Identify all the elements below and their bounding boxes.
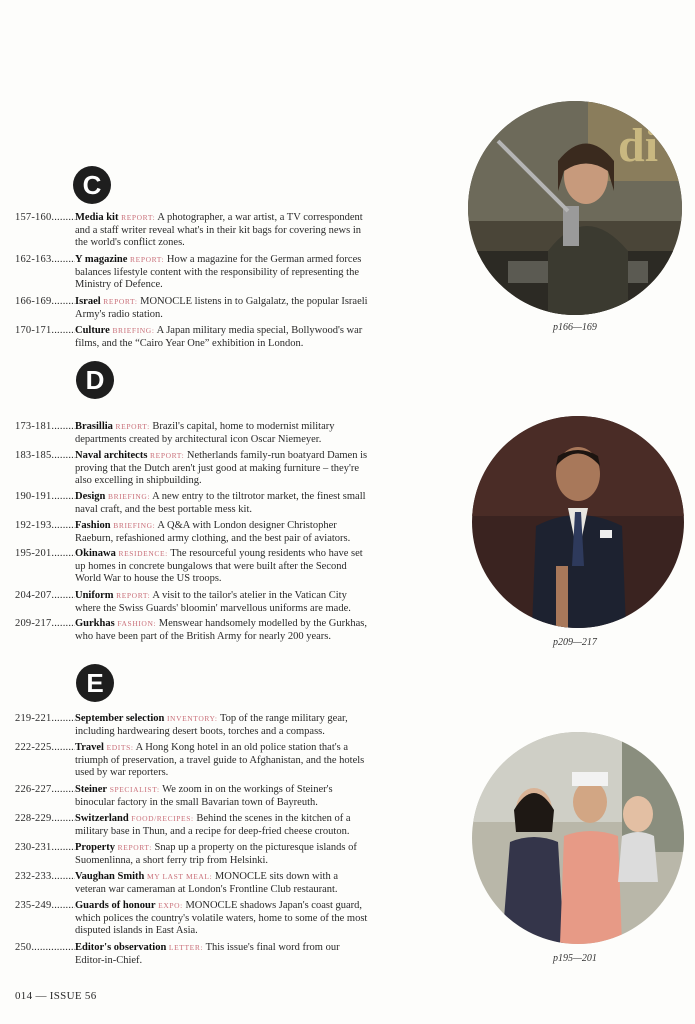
toc-entry[interactable] xyxy=(15,842,370,867)
entry-pages: 157-160 ..... xyxy=(15,212,75,225)
entry-title: Property xyxy=(75,842,116,853)
entry-kicker: REPORT: xyxy=(117,843,152,852)
svg-text:di: di xyxy=(618,119,659,172)
entry-pages: 190-191 ..... xyxy=(15,491,75,504)
entry-text: Menswear handsomely modelled by the Gurkhas, who have been part of the British Army for nearly 200 years. xyxy=(75,618,367,642)
toc-entry[interactable] xyxy=(15,325,370,350)
toc-entry[interactable] xyxy=(15,813,370,838)
entry-kicker: REPORT: xyxy=(121,213,156,222)
entry-pages: 173-181 ..... xyxy=(15,421,75,434)
toc-entry[interactable] xyxy=(15,520,370,545)
toc-entry[interactable] xyxy=(15,491,370,516)
toc-entry[interactable] xyxy=(15,871,370,896)
entry-kicker: REPORT: xyxy=(116,591,151,600)
section-letter-c: C xyxy=(73,166,111,204)
entry-kicker: REPORT: xyxy=(130,255,165,264)
entry-text: A new entry to the tiltrotor market, the finest small naval craft, and the best portable mess kit. xyxy=(75,491,366,515)
entry-kicker: BRIEFING: xyxy=(112,326,155,335)
entry-kicker: FOOD/RECIPES: xyxy=(131,814,194,823)
entry-kicker: RESIDENCE: xyxy=(118,549,168,558)
entry-kicker: INVENTORY: xyxy=(166,714,218,723)
toc-entry[interactable] xyxy=(15,421,370,446)
entry-title: Gurkhas xyxy=(75,618,115,629)
entry-title: Y magazine xyxy=(75,254,128,265)
entry-text: A Japan military media special, Bollywood's war films, and the “Cairo Year One” exhibition in London. xyxy=(75,325,363,349)
entry-kicker: SPECIALIST: xyxy=(109,785,160,794)
entry-title: Naval architects xyxy=(75,450,148,461)
entry-kicker: REPORT: xyxy=(103,297,138,306)
entry-title: Travel xyxy=(75,742,104,753)
entry-text: A Hong Kong hotel in an old police station that's a triumph of preservation, a travel guide to Afghanistan, and the hotels used by war reporters. xyxy=(75,742,365,779)
entry-kicker: MY LAST MEAL: xyxy=(146,872,213,881)
entry-title: Okinawa xyxy=(75,548,116,559)
entry-pages: 226-227 ..... xyxy=(15,784,75,797)
page-footer: 014 — ISSUE 56 xyxy=(15,990,97,1002)
toc-entry[interactable] xyxy=(15,296,370,321)
entry-text: MONOCLE sits down with a veteran war cameraman at London's Frontline Club restaurant. xyxy=(75,871,339,895)
section-letter-d: D xyxy=(76,361,114,399)
toc-entry[interactable] xyxy=(15,590,370,615)
entry-pages: 166-169 ..... xyxy=(15,296,75,309)
entry-pages: 230-231 ..... xyxy=(15,842,75,855)
entry-kicker: EDITS: xyxy=(106,743,134,752)
entry-text: MONOCLE shadows Japan's coast guard, which polices the country's volatile waters, home to some of the most disputed islands in East Asia. xyxy=(75,900,368,937)
entry-title: Vaughan Smith xyxy=(75,871,145,882)
entry-pages: 228-229 ..... xyxy=(15,813,75,826)
entry-text: Brazil's capital, home to modernist military departments created by architectural icon Oscar Niemeyer. xyxy=(75,421,335,445)
entry-pages: 222-225 ..... xyxy=(15,742,75,755)
entry-title: Steiner xyxy=(75,784,108,795)
photo-man-in-suit xyxy=(472,416,684,628)
entry-pages: 232-233 ..... xyxy=(15,871,75,884)
entry-title: Culture xyxy=(75,325,110,336)
photo-family xyxy=(472,732,684,944)
entry-text: The resourceful young residents who have set up homes in concrete bungalows that were built after the Second World War to house the US troops. xyxy=(75,548,363,585)
entry-title: Fashion xyxy=(75,520,111,531)
entry-text: Behind the scenes in the kitchen of a military base in Thun, and a recipe for deep-fried cheese crouton. xyxy=(75,813,351,837)
entry-kicker: EXPO: xyxy=(158,901,183,910)
toc-entry[interactable] xyxy=(15,713,370,738)
photo-caption: p195—201 xyxy=(553,953,597,964)
entry-text: Snap up a property on the picturesque islands of Suomenlinna, a short ferry trip from Helsinki. xyxy=(75,842,357,866)
entry-text: MONOCLE listens in to Galgalatz, the popular Israeli Army's radio station. xyxy=(75,296,368,320)
entry-title: Israel xyxy=(75,296,101,307)
photo-radio-studio xyxy=(468,101,682,315)
toc-entry[interactable] xyxy=(15,450,370,488)
toc-entry[interactable] xyxy=(15,900,370,938)
toc-entry[interactable] xyxy=(15,212,370,250)
entry-kicker: REPORT: xyxy=(115,422,150,431)
toc-entry[interactable] xyxy=(15,942,370,967)
entry-kicker: REPORT: xyxy=(150,451,185,460)
entry-kicker: BRIEFING: xyxy=(107,492,151,501)
entry-pages: 195-201 ..... xyxy=(15,548,75,561)
entry-kicker: FASHION: xyxy=(117,619,157,628)
entry-text: A photographer, a war artist, a TV correspondent and a staff writer reveal what's in their kit bags for covering news in the world's conflict zones. xyxy=(75,212,363,249)
entry-text: Top of the range military gear, including hardwearing desert boots, torches and a compass. xyxy=(75,713,348,737)
entry-pages: 219-221 ..... xyxy=(15,713,75,726)
entry-pages: 209-217 ..... xyxy=(15,618,75,631)
entry-title: Design xyxy=(75,491,106,502)
toc-entry[interactable] xyxy=(15,618,370,643)
entry-title: Editor's observation xyxy=(75,942,167,953)
entry-title: September selection xyxy=(75,713,165,724)
entry-kicker: BRIEFING: xyxy=(113,521,156,530)
entry-text: A visit to the tailor's atelier in the Vatican City where the Swiss Guards' bloomin' marvellous uniforms are made. xyxy=(75,590,351,614)
entry-text: Netherlands family-run boatyard Damen is proving that the Dutch aren't just good at making furniture – they're also excelling in shipbuilding. xyxy=(75,450,368,487)
toc-entry[interactable] xyxy=(15,254,370,292)
photo-caption: p166—169 xyxy=(553,322,597,333)
entry-title: Uniform xyxy=(75,590,114,601)
toc-entry[interactable] xyxy=(15,548,370,586)
entry-title: Brasillia xyxy=(75,421,113,432)
entry-text: This issue's final word from our Editor-in-Chief. xyxy=(75,942,340,966)
entry-title: Guards of honour xyxy=(75,900,156,911)
toc-entry[interactable] xyxy=(15,742,370,780)
entry-title: Media kit xyxy=(75,212,119,223)
entry-kicker: LETTER: xyxy=(168,943,204,952)
photo-caption: p209—217 xyxy=(553,637,597,648)
entry-text: We zoom in on the workings of Steiner's binocular factory in the small Bavarian town of Bayreuth. xyxy=(75,784,333,808)
entry-pages: 192-193 ..... xyxy=(15,520,75,533)
entry-pages: 250 ..... xyxy=(15,942,75,955)
entry-title: Switzerland xyxy=(75,813,129,824)
entry-text: How a magazine for the German armed forces balances lifestyle content with the responsibility of representing the Ministry of Defence. xyxy=(75,254,362,291)
entry-pages: 162-163 ..... xyxy=(15,254,75,267)
entry-text: A Q&A with London designer Christopher Raeburn, refashioned army clothing, and the best pair of aviators. xyxy=(75,520,351,544)
entry-pages: 170-171 ..... xyxy=(15,325,75,338)
section-letter-e: E xyxy=(76,664,114,702)
entry-pages: 204-207 ..... xyxy=(15,590,75,603)
entry-pages: 183-185 ..... xyxy=(15,450,75,463)
toc-entry[interactable] xyxy=(15,784,370,809)
entry-pages: 235-249 ..... xyxy=(15,900,75,913)
